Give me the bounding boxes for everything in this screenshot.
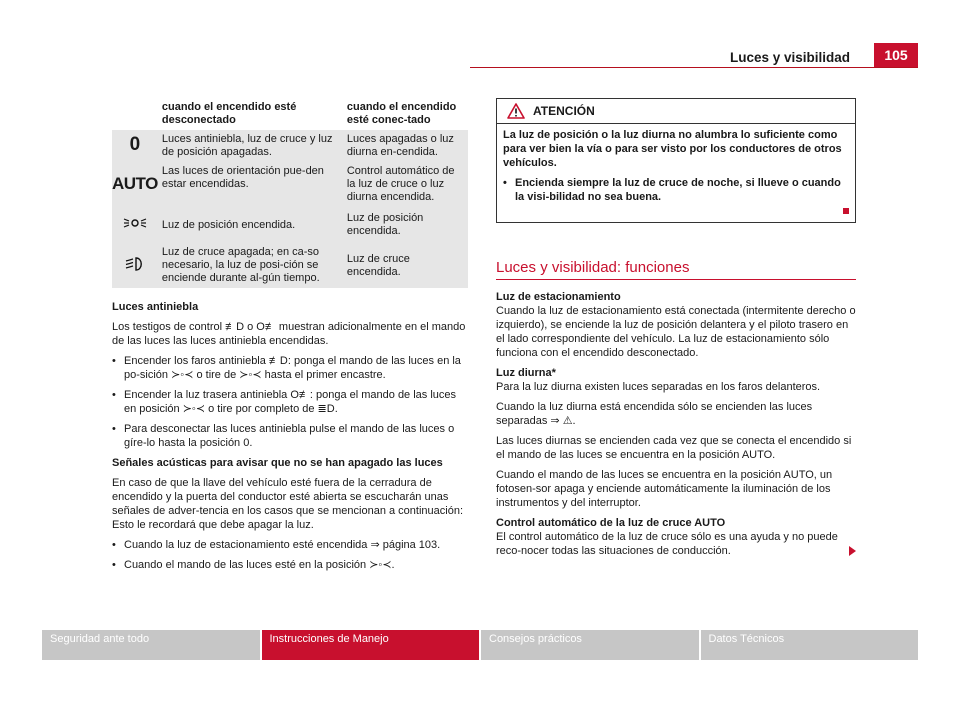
warning-box [496, 98, 856, 223]
header-rule [470, 67, 918, 68]
low-beam-icon [112, 243, 158, 288]
section-rule [496, 279, 856, 280]
table-header-row [112, 98, 468, 130]
footer-tab-consejos[interactable]: Consejos prácticos [481, 630, 699, 660]
running-header-title: Luces y visibilidad [729, 50, 850, 65]
parking-heading: Luz de estacionamiento [496, 291, 621, 303]
list-item: • Cuando la luz de estacionamiento esté encendida ⇒ página 103. [112, 538, 468, 552]
table-row: 0 Luces antiniebla, luz de cruce y luz de posición apagadas. Luces apagadas o luz diurna en-cendida. [112, 130, 468, 162]
auto-heading: Control automático de la luz de cruce AUTO [496, 517, 726, 529]
page-number: 105 [874, 43, 918, 67]
daytime-text-1: Para la luz diurna existen luces separadas en los faros delanteros. [496, 381, 821, 393]
list-item: • Encender la luz trasera antiniebla O≢: ponga el mando de las luces en posición ≻◦≺ o tire por completo de ≣D. [112, 388, 468, 416]
fog-lights-heading: Luces antiniebla [112, 301, 199, 313]
acoustic-heading: Señales acústicas para avisar que no se han apagado las luces [112, 457, 443, 469]
footer-tab-instrucciones[interactable]: Instrucciones de Manejo [262, 630, 480, 660]
parking-text: Cuando la luz de estacionamiento está conectada (intermitente derecho o izquierdo), se enciende la luz de posición delantera y el piloto trasero en el lado correspondiente del vehículo. La luz de estacionamiento sólo funciona con el encendido desconectado. [496, 305, 856, 359]
end-marker-icon [843, 208, 849, 214]
footer-tab-seguridad[interactable]: Seguridad ante todo [42, 630, 260, 660]
auto-text: El control automático de la luz de cruce sólo es una ayuda y no puede reco-nocer todas las situaciones de conducción. [496, 531, 838, 557]
low-beam-icon-svg [124, 256, 146, 272]
table-row: Luz de cruce apagada; en ca-so necesario, la luz de posi-ción se enciende durante al-gún tiempo. Luz de cruce encendida. [112, 243, 468, 288]
warning-title: ATENCIÓN [533, 104, 595, 118]
table-row: Luz de posición encendida. Luz de posición encendida. [112, 207, 468, 243]
table-col2-header: cuando el encendido esté conec-tado [343, 98, 468, 130]
parking-light-icon-svg [122, 216, 148, 230]
auto-icon: AUTO [112, 162, 158, 207]
list-item: • Cuando el mando de las luces esté en la posición ≻◦≺. [112, 558, 468, 572]
table-row: AUTO Las luces de orientación pue-den estar encendidas. Control automático de la luz de cruce o luz diurna encendida. [112, 162, 468, 207]
section-title: Luces y visibilidad: funciones [496, 259, 690, 276]
daytime-text-2: Cuando la luz diurna está encendida sólo se encienden las luces separadas ⇒ ⚠. [496, 401, 813, 427]
daytime-heading: Luz diurna* [496, 367, 556, 379]
footer-tab-datos[interactable]: Datos Técnicos [701, 630, 919, 660]
continue-arrow-icon [849, 546, 856, 556]
fog-lights-intro: Los testigos de control ≢D o O≢ muestran adicionalmente en el mando de las luces las luces antiniebla encendidas. [112, 321, 466, 347]
position-0-icon: 0 [112, 130, 158, 162]
acoustic-text: En caso de que la llave del vehículo esté fuera de la cerradura de encendido y la puerta del conductor esté abierta se escucharán unas señales de adver-tencia en los casos que se mencionan a continuación: Esto le recordará que debe apagar la luz. [112, 477, 464, 531]
table-col1-header: cuando el encendido esté desconectado [158, 98, 343, 130]
list-item: • Para desconectar las luces antiniebla pulse el mando de las luces o gíre-lo hasta la posición 0. [112, 422, 468, 450]
warning-triangle-icon [507, 103, 525, 119]
parking-light-icon [112, 207, 158, 243]
warning-bullet: • Encienda siempre la luz de cruce de noche, si llueve o cuando la visi-bilidad no sea buena. [503, 176, 849, 204]
daytime-text-4: Cuando el mando de las luces se encuentra en la posición AUTO, un fotosen-sor apaga y enciende automáticamente la iluminación de los instrumentos y del interruptor. [496, 469, 833, 509]
daytime-text-3: Las luces diurnas se encienden cada vez que se conecta el encendido si el mando de las luces se encuentra en la posición AUTO. [496, 435, 852, 461]
list-item: • Encender los faros antiniebla ≢D: ponga el mando de las luces en la po-sición ≻◦≺ o tire de ≻◦≺ hasta el primer encastre. [112, 354, 468, 382]
footer-nav [42, 630, 918, 660]
right-column [496, 98, 856, 560]
light-switch-table [112, 98, 468, 288]
warning-text: La luz de posición o la luz diurna no alumbra lo suficiente como para ver bien la vía o para ser visto por los conductores de otros vehículos. [503, 129, 842, 169]
left-column [112, 98, 468, 578]
